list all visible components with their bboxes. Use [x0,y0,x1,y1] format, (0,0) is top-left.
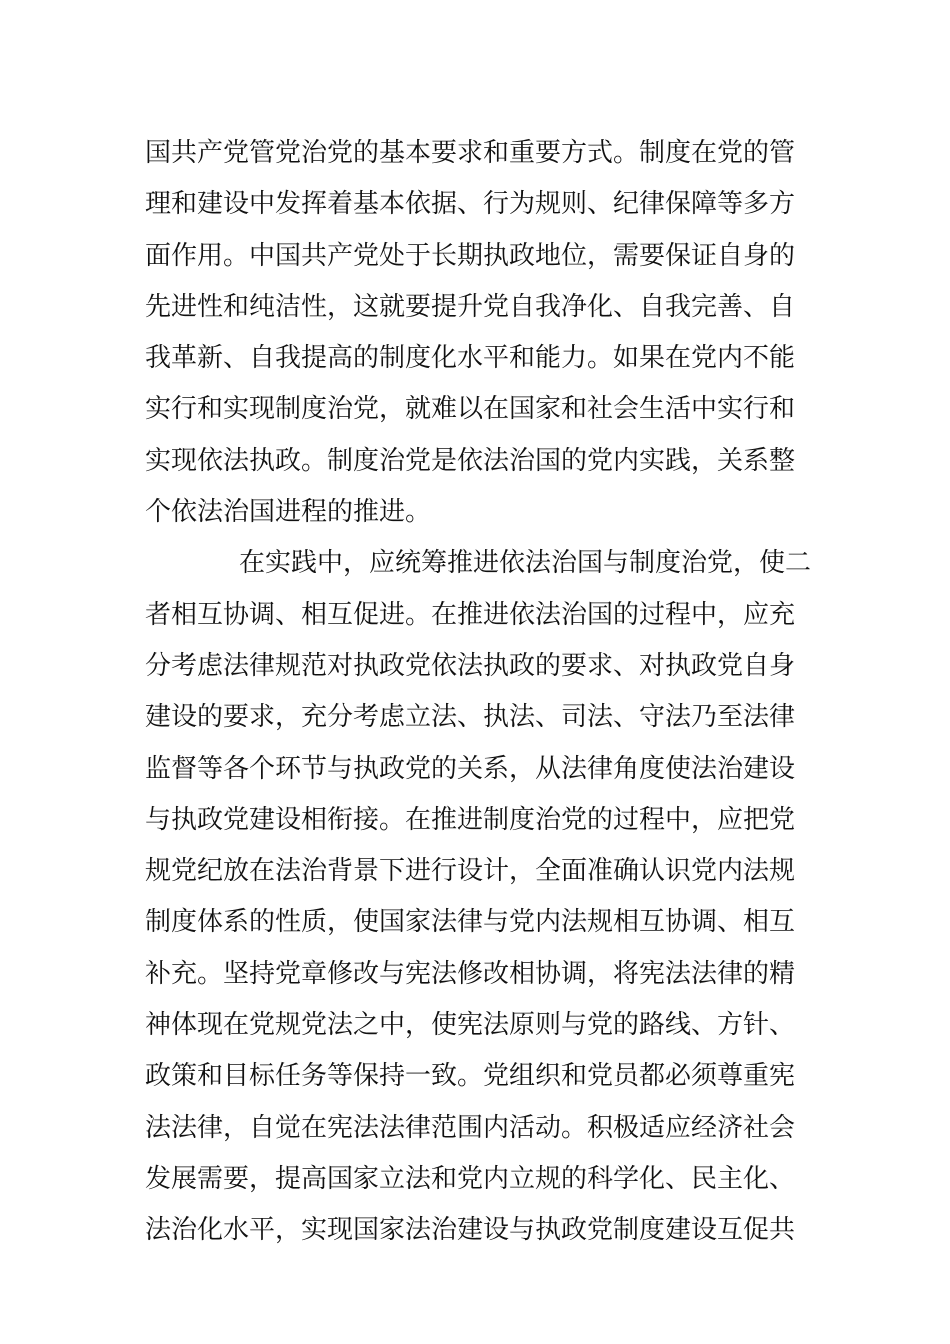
text-line: 与执政党建设相衔接。在推进制度治党的过程中，应把党 [145,804,796,835]
text-line: 法治化水平，实现国家法治建设与执政党制度建设互促共 [145,1215,796,1246]
paragraph-2 [145,538,815,1256]
text-line: 神体现在党规党法之中，使宪法原则与党的路线、方针、 [145,1010,796,1041]
text-line: 建设的要求，充分考虑立法、执法、司法、守法乃至法律 [145,702,796,733]
text-line: 先进性和纯洁性，这就要提升党自我净化、自我完善、自 [145,291,796,322]
text-line: 补充。坚持党章修改与宪法修改相协调，将宪法法律的精 [145,958,796,989]
document-body [145,128,815,1257]
text-line: 规党纪放在法治背景下进行设计，全面准确认识党内法规 [145,856,796,887]
text-line: 个依法治国进程的推进。 [145,497,432,528]
text-line: 我革新、自我提高的制度化水平和能力。如果在党内不能 [145,343,796,374]
text-line: 理和建设中发挥着基本依据、行为规则、纪律保障等多方 [145,189,796,220]
text-line: 分考虑法律规范对执政党依法执政的要求、对执政党自身 [145,650,796,681]
text-line: 实现依法执政。制度治党是依法治国的党内实践，关系整 [145,445,796,476]
text-line: 政策和目标任务等保持一致。党组织和党员都必须尊重宪 [145,1061,796,1092]
text-line: 国共产党管党治党的基本要求和重要方式。制度在党的管 [145,138,796,168]
text-line: 实行和实现制度治党，就难以在国家和社会生活中实行和 [145,394,796,425]
text-line: 法法律，自觉在宪法法律范围内活动。积极适应经济社会 [145,1112,796,1143]
text-line: 发展需要，提高国家立法和党内立规的科学化、民主化、 [145,1163,796,1194]
text-line: 监督等各个环节与执政党的关系，从法律角度使法治建设 [145,753,796,784]
text-line: 面作用。中国共产党处于长期执政地位，需要保证自身的 [145,240,796,271]
text-line: 者相互协调、相互促进。在推进依法治国的过程中，应充 [145,599,796,630]
text-line: 在实践中，应统筹推进依法治国与制度治党，使二 [239,548,812,579]
paragraph-1 [145,128,815,538]
text-line: 制度体系的性质，使国家法律与党内法规相互协调、相互 [145,907,796,938]
